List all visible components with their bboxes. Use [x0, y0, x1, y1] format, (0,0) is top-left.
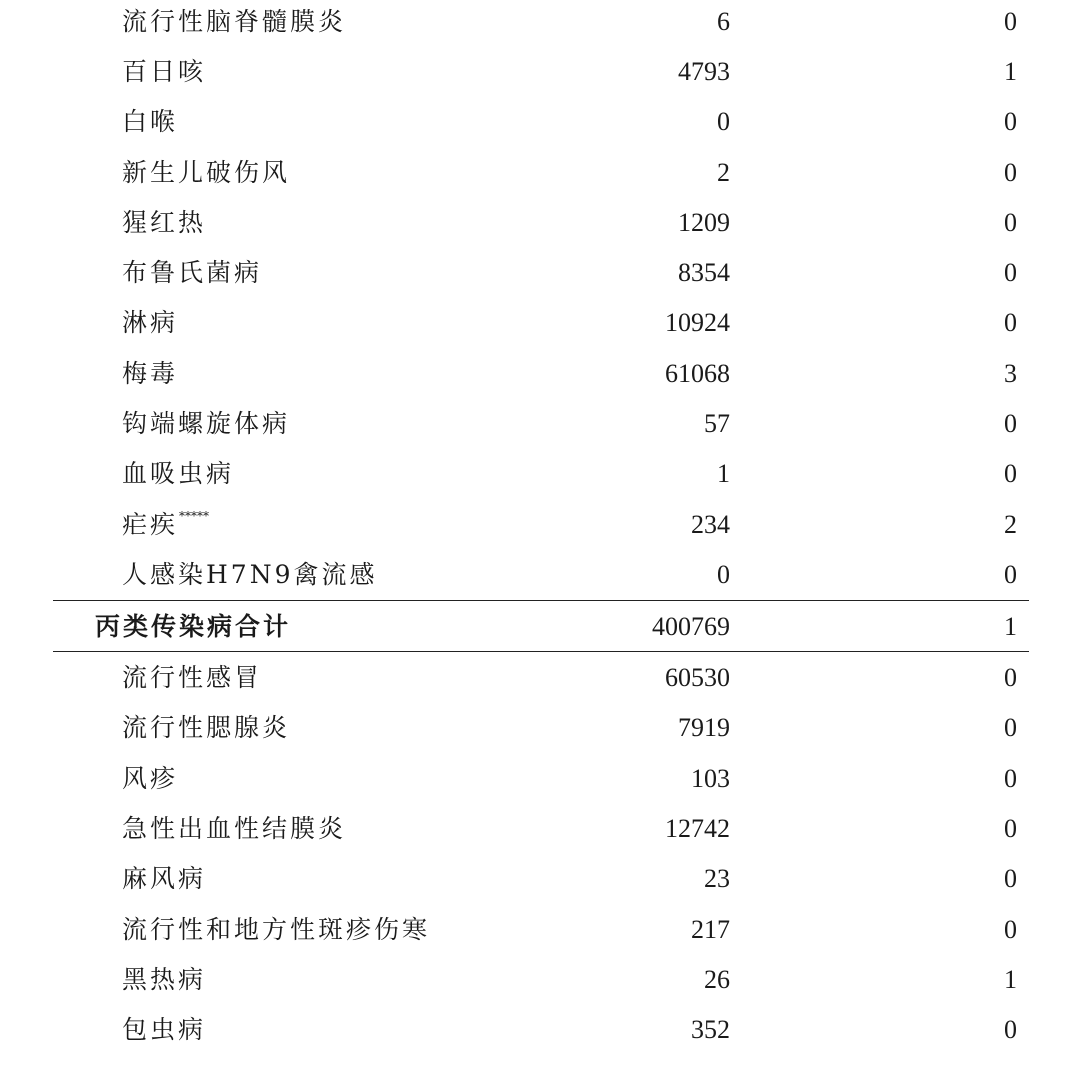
- disease-name: 血吸虫病: [122, 459, 235, 488]
- death-count: 0: [1004, 459, 1017, 488]
- death-count: 0: [1004, 7, 1017, 36]
- table-row: [0, 1005, 1080, 1055]
- table-divider: [53, 600, 1029, 601]
- death-count: 0: [1004, 308, 1017, 337]
- death-count: 0: [1004, 258, 1017, 287]
- death-count: 0: [1004, 663, 1017, 692]
- table-row: [0, 653, 1080, 703]
- case-count: 8354: [678, 258, 730, 287]
- disease-name: 新生儿破伤风: [122, 158, 291, 187]
- case-count: 1: [717, 459, 730, 488]
- table-row: [0, 449, 1080, 499]
- death-count: 0: [1004, 764, 1017, 793]
- table-divider: [53, 651, 1029, 652]
- disease-name: 麻风病: [122, 864, 207, 893]
- case-count: 10924: [665, 308, 730, 337]
- table-row: [0, 550, 1080, 600]
- table-row: [0, 148, 1080, 198]
- death-count: 2: [1004, 510, 1017, 539]
- death-count: 0: [1004, 208, 1017, 237]
- disease-name: 风疹: [122, 764, 179, 793]
- death-count: 0: [1004, 107, 1017, 136]
- case-count: 1209: [678, 208, 730, 237]
- table-row: [0, 248, 1080, 298]
- case-count: 6: [717, 7, 730, 36]
- disease-name: 急性出血性结膜炎: [122, 814, 347, 843]
- table-row-total: [0, 602, 1080, 652]
- case-count: 2: [717, 158, 730, 187]
- death-count: 3: [1004, 359, 1017, 388]
- case-count: 26: [704, 965, 730, 994]
- death-count: 0: [1004, 814, 1017, 843]
- case-count: 60530: [665, 663, 730, 692]
- case-count: 4793: [678, 57, 730, 86]
- table-row: [0, 399, 1080, 449]
- table-row: [0, 500, 1080, 550]
- death-count: 0: [1004, 864, 1017, 893]
- case-count: 234: [691, 510, 730, 539]
- footnote-marker: *****: [179, 508, 210, 523]
- disease-name: 猩红热: [122, 208, 207, 237]
- table-row: [0, 754, 1080, 804]
- table-row: [0, 349, 1080, 399]
- table-row: [0, 0, 1080, 47]
- table-row: [0, 905, 1080, 955]
- disease-name: 白喉: [122, 107, 179, 136]
- death-count: 0: [1004, 409, 1017, 438]
- table-row: [0, 198, 1080, 248]
- case-count: 61068: [665, 359, 730, 388]
- table-row: [0, 703, 1080, 753]
- table-row: [0, 955, 1080, 1005]
- disease-name: 流行性脑脊髓膜炎: [122, 7, 347, 36]
- case-count: 7919: [678, 713, 730, 742]
- category-total-name: 丙类传染病合计: [95, 612, 292, 641]
- disease-name: 钩端螺旋体病: [122, 409, 291, 438]
- disease-name: 流行性感冒: [122, 663, 263, 692]
- table-row: [0, 298, 1080, 348]
- disease-name: [122, 500, 209, 550]
- table-row: [0, 97, 1080, 147]
- table-row: [0, 47, 1080, 97]
- death-count: 1: [1004, 965, 1017, 994]
- category-total-deaths: 1: [1004, 612, 1017, 641]
- case-count: 23: [704, 864, 730, 893]
- death-count: 0: [1004, 915, 1017, 944]
- death-count: 0: [1004, 713, 1017, 742]
- case-count: 352: [691, 1015, 730, 1044]
- disease-name: 包虫病: [122, 1015, 207, 1044]
- disease-name: 黑热病: [122, 965, 207, 994]
- case-count: 0: [717, 560, 730, 589]
- case-count: 103: [691, 764, 730, 793]
- case-count: 0: [717, 107, 730, 136]
- disease-name: 梅毒: [122, 359, 179, 388]
- case-count: 57: [704, 409, 730, 438]
- disease-name: 百日咳: [122, 57, 207, 86]
- death-count: 0: [1004, 158, 1017, 187]
- disease-name-text: 疟疾: [122, 510, 179, 539]
- table-row: [0, 804, 1080, 854]
- death-count: 0: [1004, 1015, 1017, 1044]
- category-total-cases: 400769: [652, 612, 730, 641]
- death-count: 0: [1004, 560, 1017, 589]
- disease-name: 流行性腮腺炎: [122, 713, 291, 742]
- death-count: 1: [1004, 57, 1017, 86]
- table-row: [0, 854, 1080, 904]
- disease-name: 人感染H7N9禽流感: [122, 560, 378, 589]
- case-count: 217: [691, 915, 730, 944]
- disease-name: 淋病: [122, 308, 179, 337]
- case-count: 12742: [665, 814, 730, 843]
- disease-name: 布鲁氏菌病: [122, 258, 263, 287]
- disease-name: 流行性和地方性斑疹伤寒: [122, 915, 431, 944]
